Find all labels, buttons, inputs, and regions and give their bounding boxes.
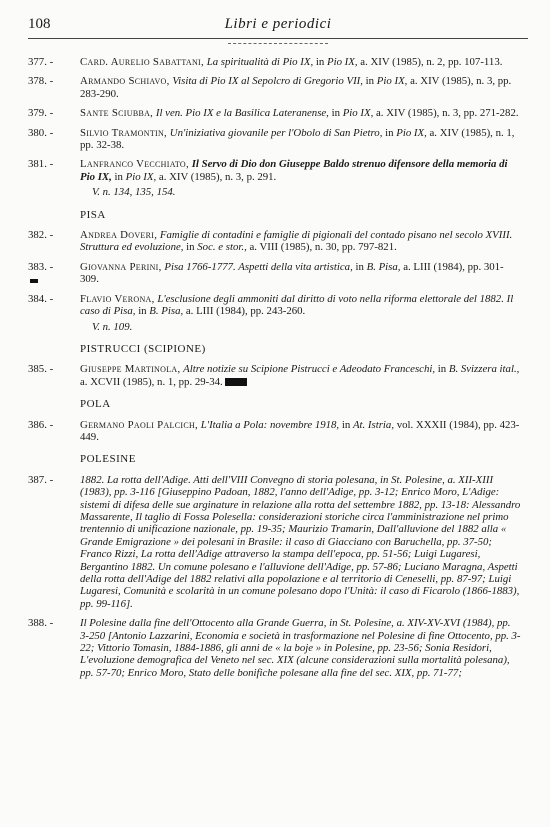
entry-379 xyxy=(28,107,522,119)
entry-387 xyxy=(28,474,522,610)
entry-number: 387. - xyxy=(28,473,54,486)
entry-author: Lanfranco Vecchiato, xyxy=(80,158,190,171)
entry-number: 380. - xyxy=(28,126,54,139)
entry-title: Il Servo di Dio don Giuseppe Baldo strenuo difensore della memoria di Pio IX, xyxy=(80,158,508,183)
entry-in: in xyxy=(355,260,364,273)
cross-reference: V. n. 109. xyxy=(92,320,133,333)
entry-journal: B. Pisa, xyxy=(366,260,401,273)
bibliography-content xyxy=(28,56,522,686)
entry-citation: a. LIII (1984), pp. 301-309. xyxy=(80,260,504,286)
entry-citation: a. XIV (1985), n. 1, pp. 32-38. xyxy=(80,126,515,152)
entry-journal: Pio IX, xyxy=(125,170,157,183)
entry-number: 385. - xyxy=(28,363,54,376)
entry-citation: a. XIV (1985), n. 3, pp. 271-282. xyxy=(376,107,519,120)
entry-citation: a. LIII (1984), pp. 243-260. xyxy=(185,305,306,318)
entry-number: 381. - xyxy=(28,158,54,171)
entry-title: L'Italia a Pola: novembre 1918, xyxy=(200,418,340,431)
entry-author: Flavio Verona, xyxy=(80,292,155,305)
entry-author: Silvio Tramontin, xyxy=(80,126,168,139)
ink-mark xyxy=(30,279,38,283)
section-heading-pistrucci: PISTRUCCI (SCIPIONE) xyxy=(80,342,206,355)
entry-in: in xyxy=(315,56,325,68)
entry-citation: a. XIV (1985), n. 3, p. 291. xyxy=(158,170,277,183)
entry-in: in xyxy=(385,126,394,139)
entry-citation: vol. XXXII (1984), pp. 423-449. xyxy=(80,418,520,443)
entry-text: 1882. La rotta dell'Adige. Atti dell'VIII Convegno di storia polesana, in St. Polesine, a. XII-XIII (1983), pp. 3-116 [Giuseppino Padoan, 1882, l'anno dell'Adige, pp. 3-12; Enrico Moro, L'Adige: sistemi di difesa delle sue arginature in relazione alla rotta del settembre 1882, pp. 13-18: Alessandro Massarente, Il taglio di Fossa Polesella: considerazioni storiche circa l'amministrazione nel primo trentennio di unificazione nazionale, pp. 19-35; Maurizio Tramarin, Dall'alluvione del 1882 alla « Grande Emigrazione » dei polesani in Brasile: il caso di Giacciano con Baruchella, pp. 37-50; Franco Rizzi, La rotta dell'Adige attraverso la stampa dell'epoca, pp. 51-56; Luigi Lugaresi, Bergantino 1882. Un comune polesano e l'alluvione dell'Adige, pp. 57-86; Luciano Maragna, Aspetti della rotta dell'Adige del 1882 relativi alla popolazione e al territorio di Ceneselli, pp. 87-97; Luigi Lugaresi, Comunità e scolarità in un comune polesano dopo l'Unità: il caso di Ficarolo (1866-1883), pp. 99-116]. xyxy=(80,473,521,610)
entry-title: Pisa 1766-1777. Aspetti della vita artistica, xyxy=(164,260,353,273)
entry-journal: B. Pisa, xyxy=(149,305,184,318)
entry-journal: Pio IX, xyxy=(396,126,427,139)
entry-378 xyxy=(28,75,522,100)
entry-388 xyxy=(28,617,522,679)
entry-in: in xyxy=(341,418,351,431)
entry-in: in xyxy=(138,305,147,318)
page-header xyxy=(28,16,528,46)
entry-380 xyxy=(28,127,522,152)
entry-385 xyxy=(28,363,522,388)
ink-blot xyxy=(225,378,247,386)
entry-journal: At. Istria, xyxy=(352,418,395,431)
entry-in: in xyxy=(437,363,447,376)
entry-author: Card. Aurelio Sabattani, xyxy=(80,56,204,68)
entry-377 xyxy=(28,56,522,68)
entry-author: Giuseppe Martinola, xyxy=(80,363,181,376)
entry-citation: a. XIV (1985), n. 2, pp. 107-113. xyxy=(360,56,503,68)
entry-journal: Soc. e stor., xyxy=(197,241,247,254)
entry-number: 382. - xyxy=(28,229,54,242)
entry-381 xyxy=(28,158,522,183)
entry-title: L'esclusione degli ammoniti dal diritto di voto nella riforma elettorale del 1882. Il caso di Pisa, xyxy=(80,292,514,318)
entry-title: Il ven. Pio IX e la Basilica Lateranense, xyxy=(155,107,329,120)
entry-author: Sante Sciubba, xyxy=(80,107,154,120)
entry-number: 383. - xyxy=(28,260,54,273)
entry-386 xyxy=(28,419,522,444)
running-title: Libri e periodici xyxy=(224,16,332,32)
entry-title: Famiglie di contadini e famiglie di pigionali del contado pisano nel secolo XVIII. Struttura ed evoluzione, xyxy=(80,229,513,254)
entry-title: Un'iniziativa giovanile per l'Obolo di San Pietro, xyxy=(169,126,383,139)
entry-number: 379. - xyxy=(28,107,54,120)
entry-author: Giovanna Perini, xyxy=(80,260,162,273)
page-number: 108 xyxy=(28,16,51,32)
entry-number: 386. - xyxy=(28,418,54,431)
entry-text: Il Polesine dalla fine dell'Ottocento alla Grande Guerra, in St. Polesine, a. XIV-XV-XVI (1984), pp. 3-250 [Antonio Lazzarini, Economia e società in trasformazione nel Polesine di fine Ottocento, pp. 3-22; Vittorio Tomasin, 1884-1886, gli anni de « la boje » in Polesine, pp. 23-56; Sonia Residori, L'evoluzione demografica del Veneto nel sec. XIX (alcune considerazioni sulla mortalità polesana), pp. 57-70; Enrico Moro, Stato delle bonifiche polesane alla fine del sec. XIX, pp. 71-77; xyxy=(80,617,521,679)
entry-in: in xyxy=(186,241,195,254)
entry-in: in xyxy=(365,75,375,88)
entry-title: Visita di Pio IX al Sepolcro di Gregorio VII, xyxy=(172,75,363,88)
section-heading-pisa: PISA xyxy=(80,208,106,221)
entry-382 xyxy=(28,229,522,254)
entry-journal: B. Svizzera ital., xyxy=(448,363,520,376)
header-dashed-rule xyxy=(228,43,328,44)
entry-number: 377. - xyxy=(28,56,54,68)
entry-number: 384. - xyxy=(28,292,54,305)
entry-383 xyxy=(28,261,522,286)
entry-author: Andrea Doveri, xyxy=(80,229,158,242)
entry-title: Altre notizie su Scipione Pistrucci e Adeodato Franceschi, xyxy=(183,363,436,376)
header-rule xyxy=(28,38,528,39)
section-heading-pola: POLA xyxy=(80,398,111,411)
cross-reference: V. n. 134, 135, 154. xyxy=(92,186,176,199)
entry-author: Armando Schiavo, xyxy=(80,75,170,88)
section-heading-polesine: POLESINE xyxy=(80,453,136,466)
entry-in: in xyxy=(114,170,123,183)
entry-384 xyxy=(28,293,522,318)
entry-citation: a. XCVII (1985), n. 1, pp. 29-34. xyxy=(80,375,223,388)
entry-in: in xyxy=(331,107,340,120)
entry-journal: Pio IX, xyxy=(376,75,408,88)
entry-journal: Pio IX, xyxy=(326,56,358,68)
entry-citation: a. XIV (1985), n. 3, pp. 283-290. xyxy=(80,75,512,100)
entry-number: 378. - xyxy=(28,75,54,88)
entry-author: Germano Paoli Palcich, xyxy=(80,418,199,431)
entry-title: La spiritualità di Pio IX, xyxy=(206,56,314,68)
entry-journal: Pio IX, xyxy=(342,107,374,120)
entry-number: 388. - xyxy=(28,617,54,630)
entry-citation: a. VIII (1985), n. 30, pp. 797-821. xyxy=(249,241,397,254)
